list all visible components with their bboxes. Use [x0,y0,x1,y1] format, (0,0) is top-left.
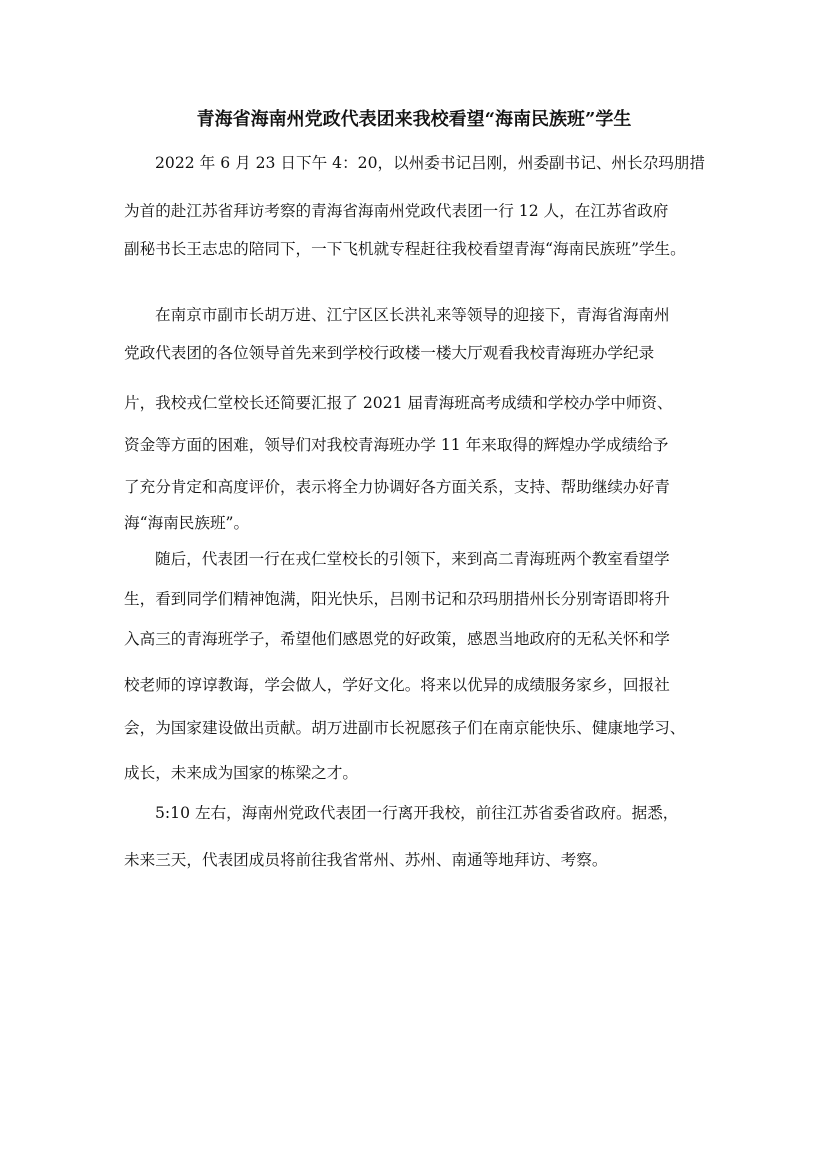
paragraph-4-line-1: 5:10 左右，海南州党政代表团一行离开我校，前往江苏省委省政府。据悉， [155,804,679,822]
paragraph-1-line-2: 为首的赴江苏省拜访考察的青海省海南州党政代表团一行 12 人，在江苏省政府 [124,202,669,220]
paragraph-2-line-3: 片，我校戎仁堂校长还简要汇报了 2021 届青海班高考成绩和学校办学中师资、 [124,394,673,412]
paragraph-4-line-2: 未来三天，代表团成员将前往我省常州、苏州、南通等地拜访、考察。 [124,851,608,869]
paragraph-1-line-3: 副秘书长王志忠的陪同下，一下飞机就专程赶往我校看望青海“海南民族班”学生。 [124,240,686,258]
paragraph-3-line-1: 随后，代表团一行在戎仁堂校长的引领下，来到高二青海班两个教室看望学 [155,550,670,568]
paragraph-3-line-6: 成长，未来成为国家的栋梁之才。 [124,764,358,782]
document-title: 青海省海南州党政代表团来我校看望“海南民族班”学生 [196,109,632,130]
paragraph-3-line-5: 会，为国家建设做出贡献。胡万进副市长祝愿孩子们在南京能快乐、健康地学习、 [124,719,686,737]
paragraph-2-line-1: 在南京市副市长胡万进、江宁区区长洪礼来等领导的迎接下，青海省海南州 [155,306,670,324]
paragraph-1-line-1: 2022 年 6 月 23 日下午 4：20，以州委书记吕刚，州委副书记、州长尕玛朋措 [155,154,705,172]
paragraph-2-line-5: 了充分肯定和高度评价，表示将全力协调好各方面关系，支持、帮助继续办好青 [124,478,670,496]
paragraph-3-line-3: 入高三的青海班学子，希望他们感恩党的好政策，感恩当地政府的无私关怀和学 [124,630,670,648]
paragraph-2-line-6: 海“海南民族班”。 [124,514,250,532]
paragraph-2-line-4: 资金等方面的困难，领导们对我校青海班办学 11 年来取得的辉煌办学成绩给予 [124,436,669,454]
paragraph-2-line-2: 党政代表团的各位领导首先来到学校行政楼一楼大厅观看我校青海班办学纪录 [124,344,655,362]
paragraph-3-line-2: 生，看到同学们精神饱满，阳光快乐，吕刚书记和尕玛朋措州长分别寄语即将升 [124,590,670,608]
paragraph-3-line-4: 校老师的谆谆教诲，学会做人，学好文化。将来以优异的成绩服务家乡，回报社 [124,676,670,694]
